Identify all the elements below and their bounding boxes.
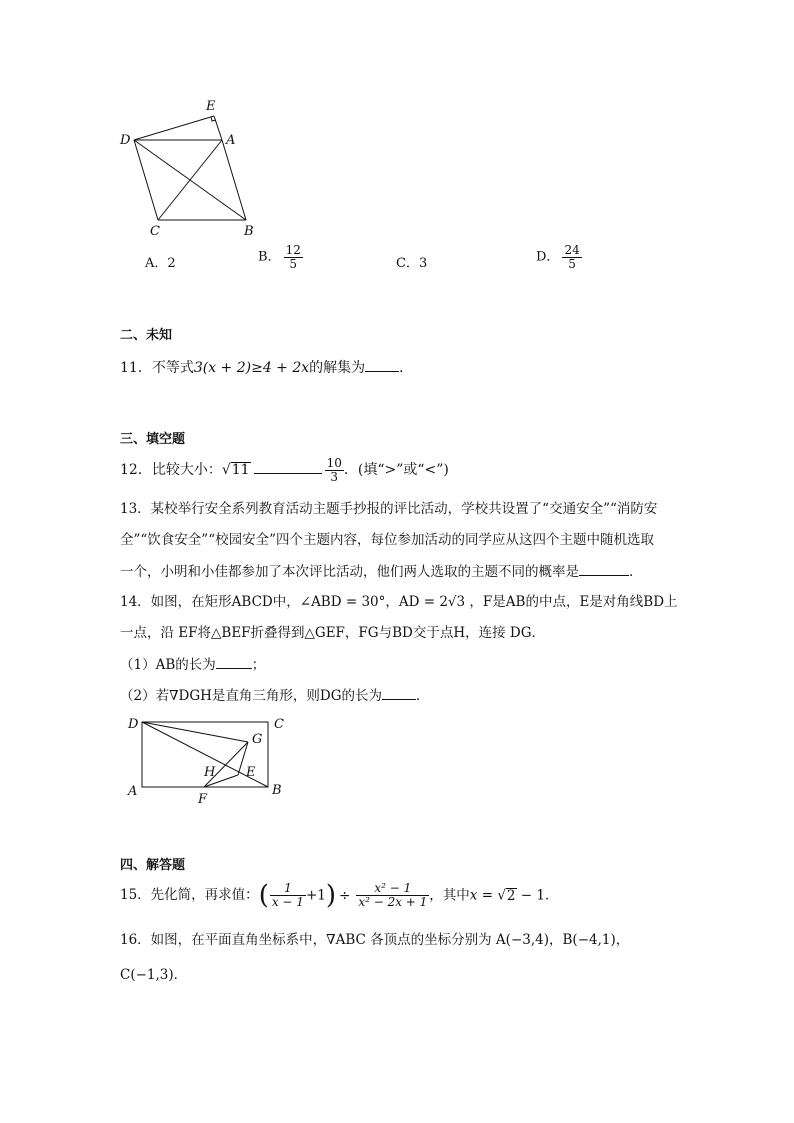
option-a bbox=[145, 255, 176, 273]
option-b bbox=[258, 244, 303, 271]
q13-line-3-text: 一个，小明和小佳都参加了本次评比活动，他们两人选取的主题不同的概率是 bbox=[120, 564, 579, 580]
q15-frac1-num: 1 bbox=[270, 882, 306, 896]
label-B: B bbox=[272, 783, 282, 798]
q12-suffix: ．(填“>”或“<”) bbox=[343, 462, 449, 478]
label-C: C bbox=[274, 717, 284, 732]
q14-sub2-text: （2）若∇DGH是直角三角形，则DG的长为 bbox=[120, 688, 383, 704]
section-heading-unknown: 二、未知 bbox=[120, 328, 173, 343]
q12-fraction bbox=[325, 457, 344, 484]
label-F: F bbox=[198, 792, 208, 805]
q12-sqrt-symbol: √ bbox=[221, 462, 231, 478]
label-C: C bbox=[150, 224, 160, 239]
q15-frac2-num: x² − 1 bbox=[356, 882, 429, 896]
q14-sub2-end: ． bbox=[416, 688, 430, 704]
label-D: D bbox=[120, 133, 131, 148]
q15-x-eq: x = bbox=[469, 887, 498, 904]
label-A: A bbox=[226, 133, 236, 148]
option-d-den: 5 bbox=[568, 257, 576, 271]
figure-quadrilateral bbox=[110, 92, 280, 242]
q11-answer-blank[interactable] bbox=[365, 357, 399, 372]
figure-rectangle bbox=[120, 710, 300, 805]
option-c-label: C． bbox=[396, 256, 419, 271]
section-heading-fill-in: 三、填空题 bbox=[120, 432, 186, 447]
label-E: E bbox=[246, 765, 256, 780]
option-b-fraction bbox=[284, 244, 303, 271]
question-16-line-1: 16．如图，在平面直角坐标系中，∇ABC 各顶点的坐标分别为 A(−3,4)，B(−4,1)， bbox=[120, 932, 630, 948]
q14-sub1-answer-blank[interactable] bbox=[216, 654, 252, 669]
q15-frac1-den: x − 1 bbox=[271, 895, 304, 909]
q15-frac2-den: x² − 2x + 1 bbox=[358, 895, 428, 909]
label-D: D bbox=[128, 717, 139, 732]
question-13-line-3 bbox=[120, 561, 643, 582]
q11-suffix: 的解集为 bbox=[309, 360, 366, 376]
option-d-num: 24 bbox=[564, 243, 580, 257]
label-E: E bbox=[206, 99, 216, 114]
q12-den: 3 bbox=[330, 469, 339, 484]
question-14-line-2: 一点，沿 EF将△BEF折叠得到△GEF，FG与BD交于点H，连接 DG． bbox=[120, 625, 545, 641]
q12-num: 10 bbox=[326, 455, 342, 470]
q15-fraction-2 bbox=[356, 882, 429, 909]
option-c-value: 3 bbox=[418, 256, 428, 271]
q12-prefix: 12．比较大小： bbox=[120, 462, 222, 478]
label-A: A bbox=[128, 784, 138, 799]
option-d bbox=[536, 244, 582, 271]
label-G: G bbox=[252, 732, 263, 747]
question-14-line-1: 14．如图，在矩形ABCD中，∠ABD = 30°，AD = 2√3 ，F是AB的中点，E是对角线BD上 bbox=[120, 594, 678, 610]
q15-radicand: 2 bbox=[506, 887, 516, 904]
label-H: H bbox=[204, 765, 216, 780]
q13-end: ． bbox=[629, 564, 643, 580]
question-16-line-2: C(−1,3)． bbox=[120, 967, 188, 983]
section-heading-solutions: 四、解答题 bbox=[120, 858, 186, 873]
label-B: B bbox=[244, 224, 254, 239]
q14-sub1-end: ； bbox=[251, 657, 266, 673]
option-d-fraction bbox=[562, 244, 581, 271]
question-14-sub-1 bbox=[120, 654, 265, 675]
question-11 bbox=[120, 357, 413, 378]
option-c bbox=[396, 255, 427, 273]
q11-expression: 3(x + 2)≥4 + 2x bbox=[193, 360, 310, 376]
q12-answer-blank[interactable] bbox=[254, 459, 322, 474]
q15-right-paren: ) bbox=[325, 880, 336, 911]
q11-prefix: 11．不等式 bbox=[120, 360, 194, 376]
question-14-sub-2 bbox=[120, 685, 430, 706]
q12-radicand: 11 bbox=[231, 462, 250, 478]
q14-sub2-answer-blank[interactable] bbox=[382, 685, 416, 700]
q14-sub1-text: （1）AB的长为 bbox=[120, 657, 216, 673]
q15-left-paren: ( bbox=[258, 880, 269, 911]
q15-tail: − 1． bbox=[516, 887, 559, 904]
q15-plus-one: +1 bbox=[305, 887, 326, 904]
question-13-line-2: 全”“饮食安全”“校园安全”四个主题内容，每位参加活动的同学应从这四个主题中随机选取 bbox=[120, 532, 655, 548]
question-12 bbox=[120, 456, 449, 484]
option-b-den: 5 bbox=[289, 257, 298, 271]
option-b-num: 12 bbox=[285, 243, 301, 257]
option-b-label: B． bbox=[258, 249, 281, 265]
question-13-line-1: 13．某校举行安全系列教育活动主题手抄报的评比活动，学校共设置了“交通安全”“消防安 bbox=[120, 501, 658, 517]
q15-prefix: 15．先化简，再求值： bbox=[120, 887, 259, 903]
option-d-label: D． bbox=[536, 249, 560, 265]
q15-divide: ÷ bbox=[339, 887, 351, 904]
q13-answer-blank[interactable] bbox=[579, 561, 629, 576]
q15-sqrt-symbol: √ bbox=[497, 887, 506, 904]
q15-fraction-1 bbox=[270, 882, 306, 909]
option-a-value: 2 bbox=[167, 256, 176, 271]
q11-end: ． bbox=[399, 360, 414, 376]
q15-mid: ，其中 bbox=[429, 887, 470, 904]
option-a-label: A． bbox=[145, 256, 168, 271]
question-15 bbox=[120, 878, 559, 913]
